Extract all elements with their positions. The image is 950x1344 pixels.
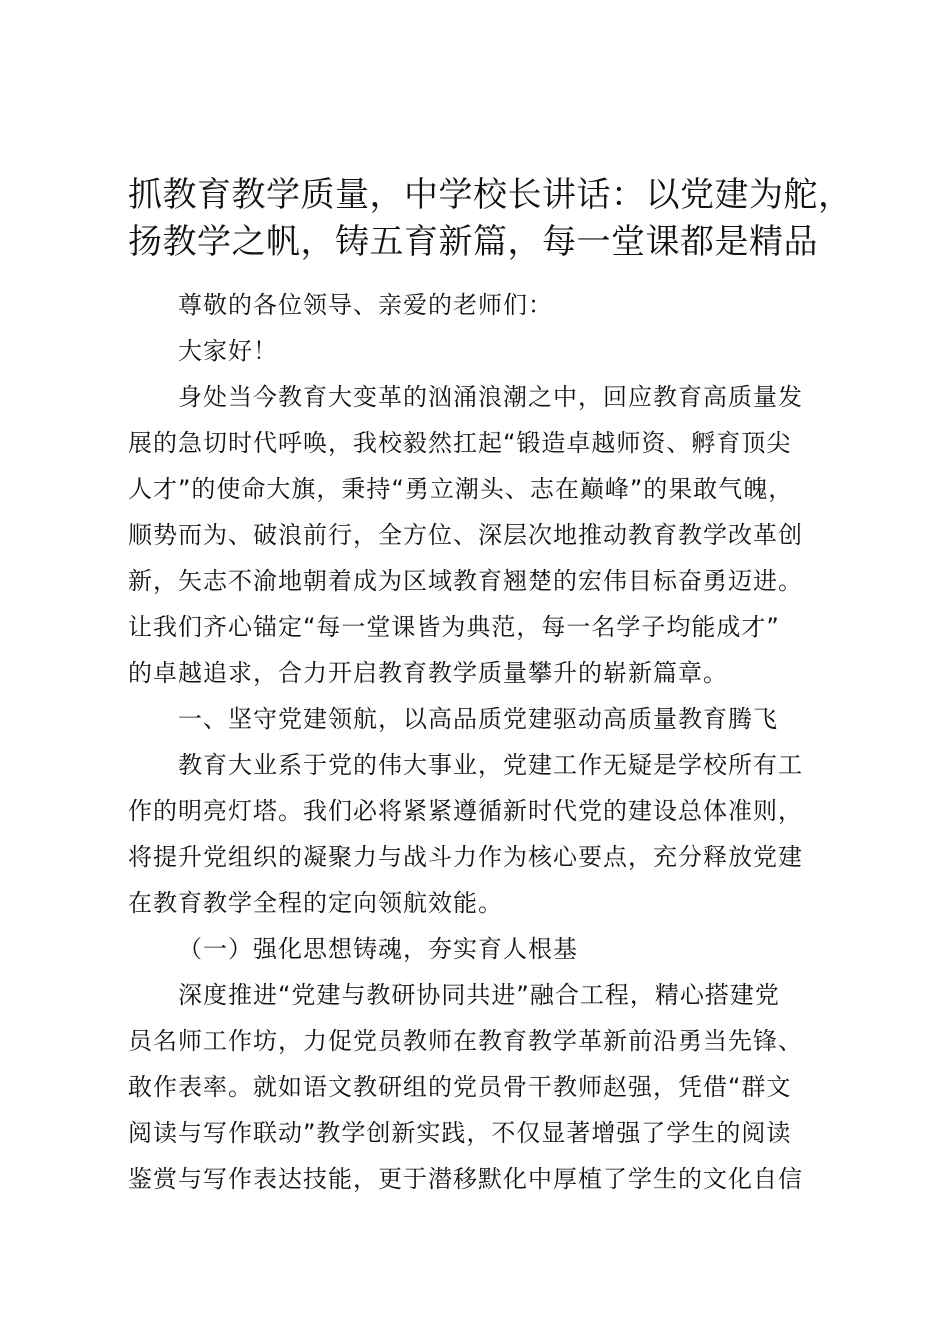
paragraph-line: 深度推进“党建与教研协同共进”融合工程，精心搭建党 — [178, 981, 780, 1009]
paragraph-line: 让我们齐心锚定“每一堂课皆为典范，每一名学子均能成才” — [128, 613, 780, 641]
paragraph-line: 新，矢志不渝地朝着成为区域教育翘楚的宏伟目标奋勇迈进。 — [128, 567, 803, 595]
paragraph-line: 敢作表率。就如语文教研组的党员骨干教师赵强，凭借“群文 — [128, 1073, 792, 1101]
paragraph-line: 作的明亮灯塔。我们必将紧紧遵循新时代党的建设总体准则， — [128, 797, 803, 825]
paragraph-line: 教育大业系于党的伟大事业，党建工作无疑是学校所有工 — [178, 751, 803, 779]
subsection-heading — [128, 926, 840, 972]
paragraph-line: 身处当今教育大变革的汹涌浪潮之中，回应教育高质量发 — [178, 383, 803, 411]
salutation-text: 尊敬的各位领导、亲爱的老师们： — [178, 291, 553, 319]
paragraph-line: 将提升党组织的凝聚力与战斗力作为核心要点，充分释放党建 — [128, 843, 803, 871]
paragraph-line: 在教育教学全程的定向领航效能。 — [128, 889, 503, 917]
greeting-text: 大家好！ — [178, 337, 278, 365]
greeting — [128, 328, 840, 374]
paragraph-line: 顺势而为、破浪前行，全方位、深层次地推动教育教学改革创 — [128, 521, 803, 549]
paragraph-line: 的卓越追求，合力开启教育教学质量攀升的崭新篇章。 — [128, 659, 728, 687]
title-line: 抓教育教学质量，中学校长讲话：以党建为舵， — [128, 175, 853, 215]
paragraph-line: 人才”的使命大旗，秉持“勇立潮头、志在巅峰”的果敢气魄， — [128, 475, 794, 503]
title-line: 扬教学之帆，铸五育新篇，每一堂课都是精品 — [128, 222, 818, 262]
document-body — [128, 282, 840, 1202]
section-heading-text: 一、坚守党建领航，以高品质党建驱动高质量教育腾飞 — [178, 705, 778, 733]
subsection-paragraph — [128, 972, 840, 1202]
intro-paragraph — [128, 374, 840, 696]
salutation — [128, 282, 840, 328]
paragraph-line: 鉴赏与写作表达技能，更于潜移默化中厚植了学生的文化自信 — [128, 1165, 803, 1193]
document-title — [128, 172, 868, 266]
paragraph-line: 员名师工作坊，力促党员教师在教育教学革新前沿勇当先锋、 — [128, 1027, 803, 1055]
section-paragraph — [128, 742, 840, 926]
section-heading — [128, 696, 840, 742]
paragraph-line: 展的急切时代呼唤，我校毅然扛起“锻造卓越师资、孵育顶尖 — [128, 429, 792, 457]
paragraph-line: 阅读与写作联动”教学创新实践，不仅显著增强了学生的阅读 — [128, 1119, 792, 1147]
subsection-heading-text: （一）强化思想铸魂，夯实育人根基 — [178, 935, 578, 963]
